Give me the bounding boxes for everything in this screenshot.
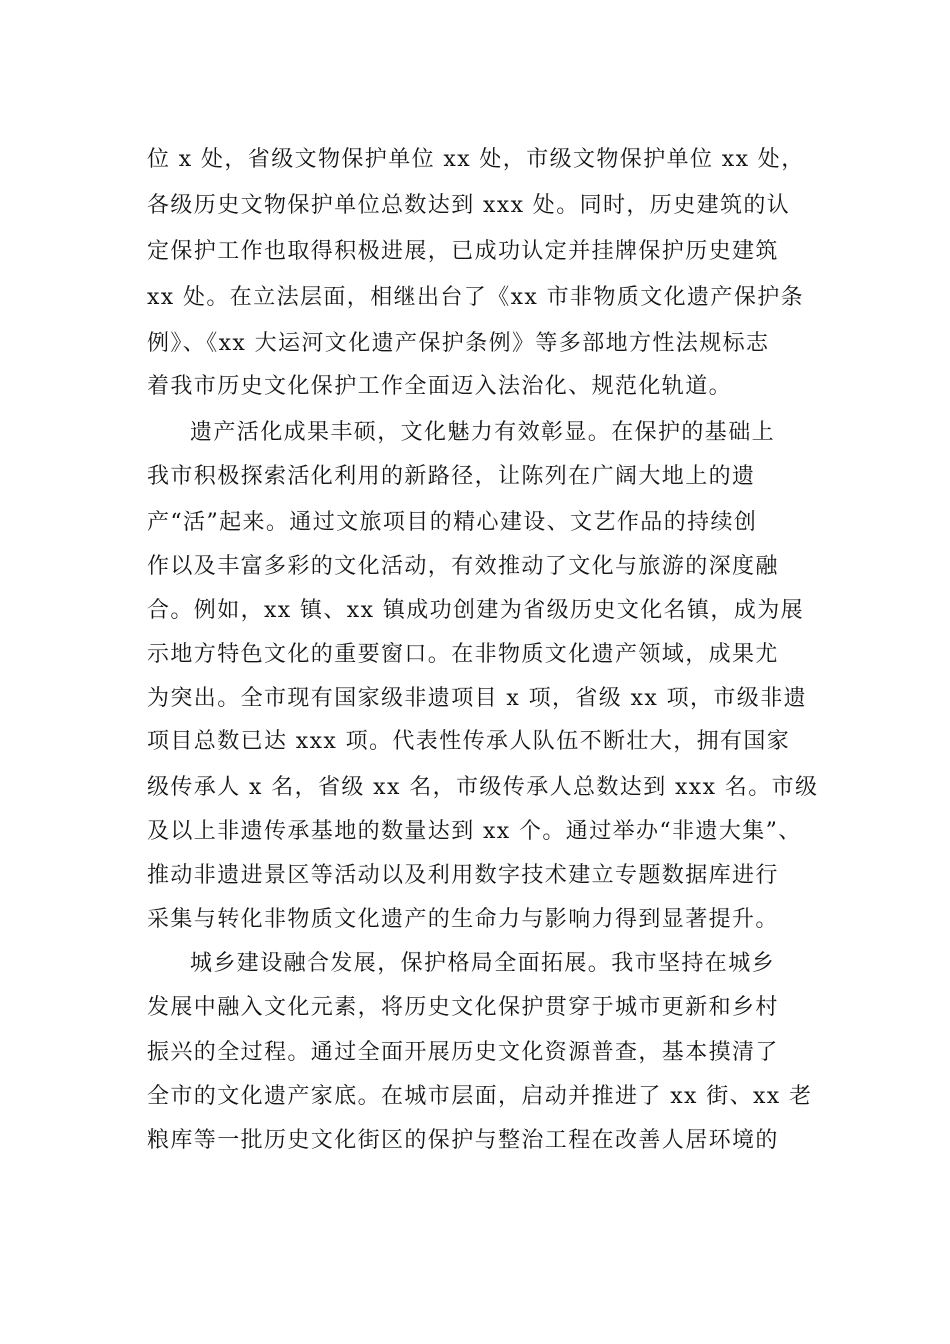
text-line: 粮库等一批历史文化街区的保护与整治工程在改善人居环境的 — [147, 1128, 779, 1153]
text-line: 产“活”起来。通过文旅项目的精心建设、文艺作品的持续创 — [147, 510, 758, 535]
text-line: 定保护工作也取得积极进展，已成功认定并挂牌保护历史建筑 — [147, 239, 779, 264]
text-line: 合。例如，xx 镇、xx 镇成功创建为省级历史文化名镇，成为展 — [147, 598, 805, 623]
text-line: 我市积极探索活化利用的新路径，让陈列在广阔大地上的遗 — [147, 464, 756, 489]
paragraph-first-line: 遗产活化成果丰硕，文化魅力有效彰显。在保护的基础上 — [190, 420, 776, 445]
text-line: 推动非遗进景区等活动以及利用数字技术建立专题数据库进行 — [147, 863, 779, 888]
text-line: 项目总数已达 xxx 项。代表性传承人队伍不断壮大，拥有国家 — [147, 729, 791, 754]
text-line: 例》、《xx 大运河文化遗产保护条例》等多部地方性法规标志 — [147, 331, 770, 356]
text-line: 为突出。全市现有国家级非遗项目 x 项，省级 xx 项，市级非遗 — [147, 686, 807, 711]
text-line: 发展中融入文化元素，将历史文化保护贯穿于城市更新和乡村 — [147, 995, 779, 1020]
text-line: 采集与转化非物质文化遗产的生命力与影响力得到显著提升。 — [147, 907, 779, 932]
text-line: 示地方特色文化的重要窗口。在非物质文化遗产领域，成果尤 — [147, 642, 779, 667]
text-line: 级传承人 x 名，省级 xx 名，市级传承人总数达到 xxx 名。市级 — [147, 775, 819, 800]
text-line: 各级历史文物保护单位总数达到 xxx 处。同时，历史建筑的认 — [147, 193, 791, 218]
text-line: xx 处。在立法层面，相继出台了《xx 市非物质文化遗产保护条 — [147, 285, 805, 310]
text-line: 着我市历史文化保护工作全面迈入法治化、规范化轨道。 — [147, 374, 733, 399]
text-line: 振兴的全过程。通过全面开展历史文化资源普查，基本摸清了 — [147, 1040, 779, 1065]
text-line: 全市的文化遗产家底。在城市层面，启动并推进了 xx 街、xx 老 — [147, 1084, 813, 1109]
text-line: 及以上非遗传承基地的数量达到 xx 个。通过举办“非遗大集”、 — [147, 819, 802, 844]
text-line: 作以及丰富多彩的文化活动，有效推动了文化与旅游的深度融 — [147, 554, 779, 579]
text-line: 位 x 处，省级文物保护单位 xx 处，市级文物保护单位 xx 处， — [147, 147, 805, 172]
paragraph-first-line: 城乡建设融合发展，保护格局全面拓展。我市坚持在城乡 — [190, 951, 776, 976]
